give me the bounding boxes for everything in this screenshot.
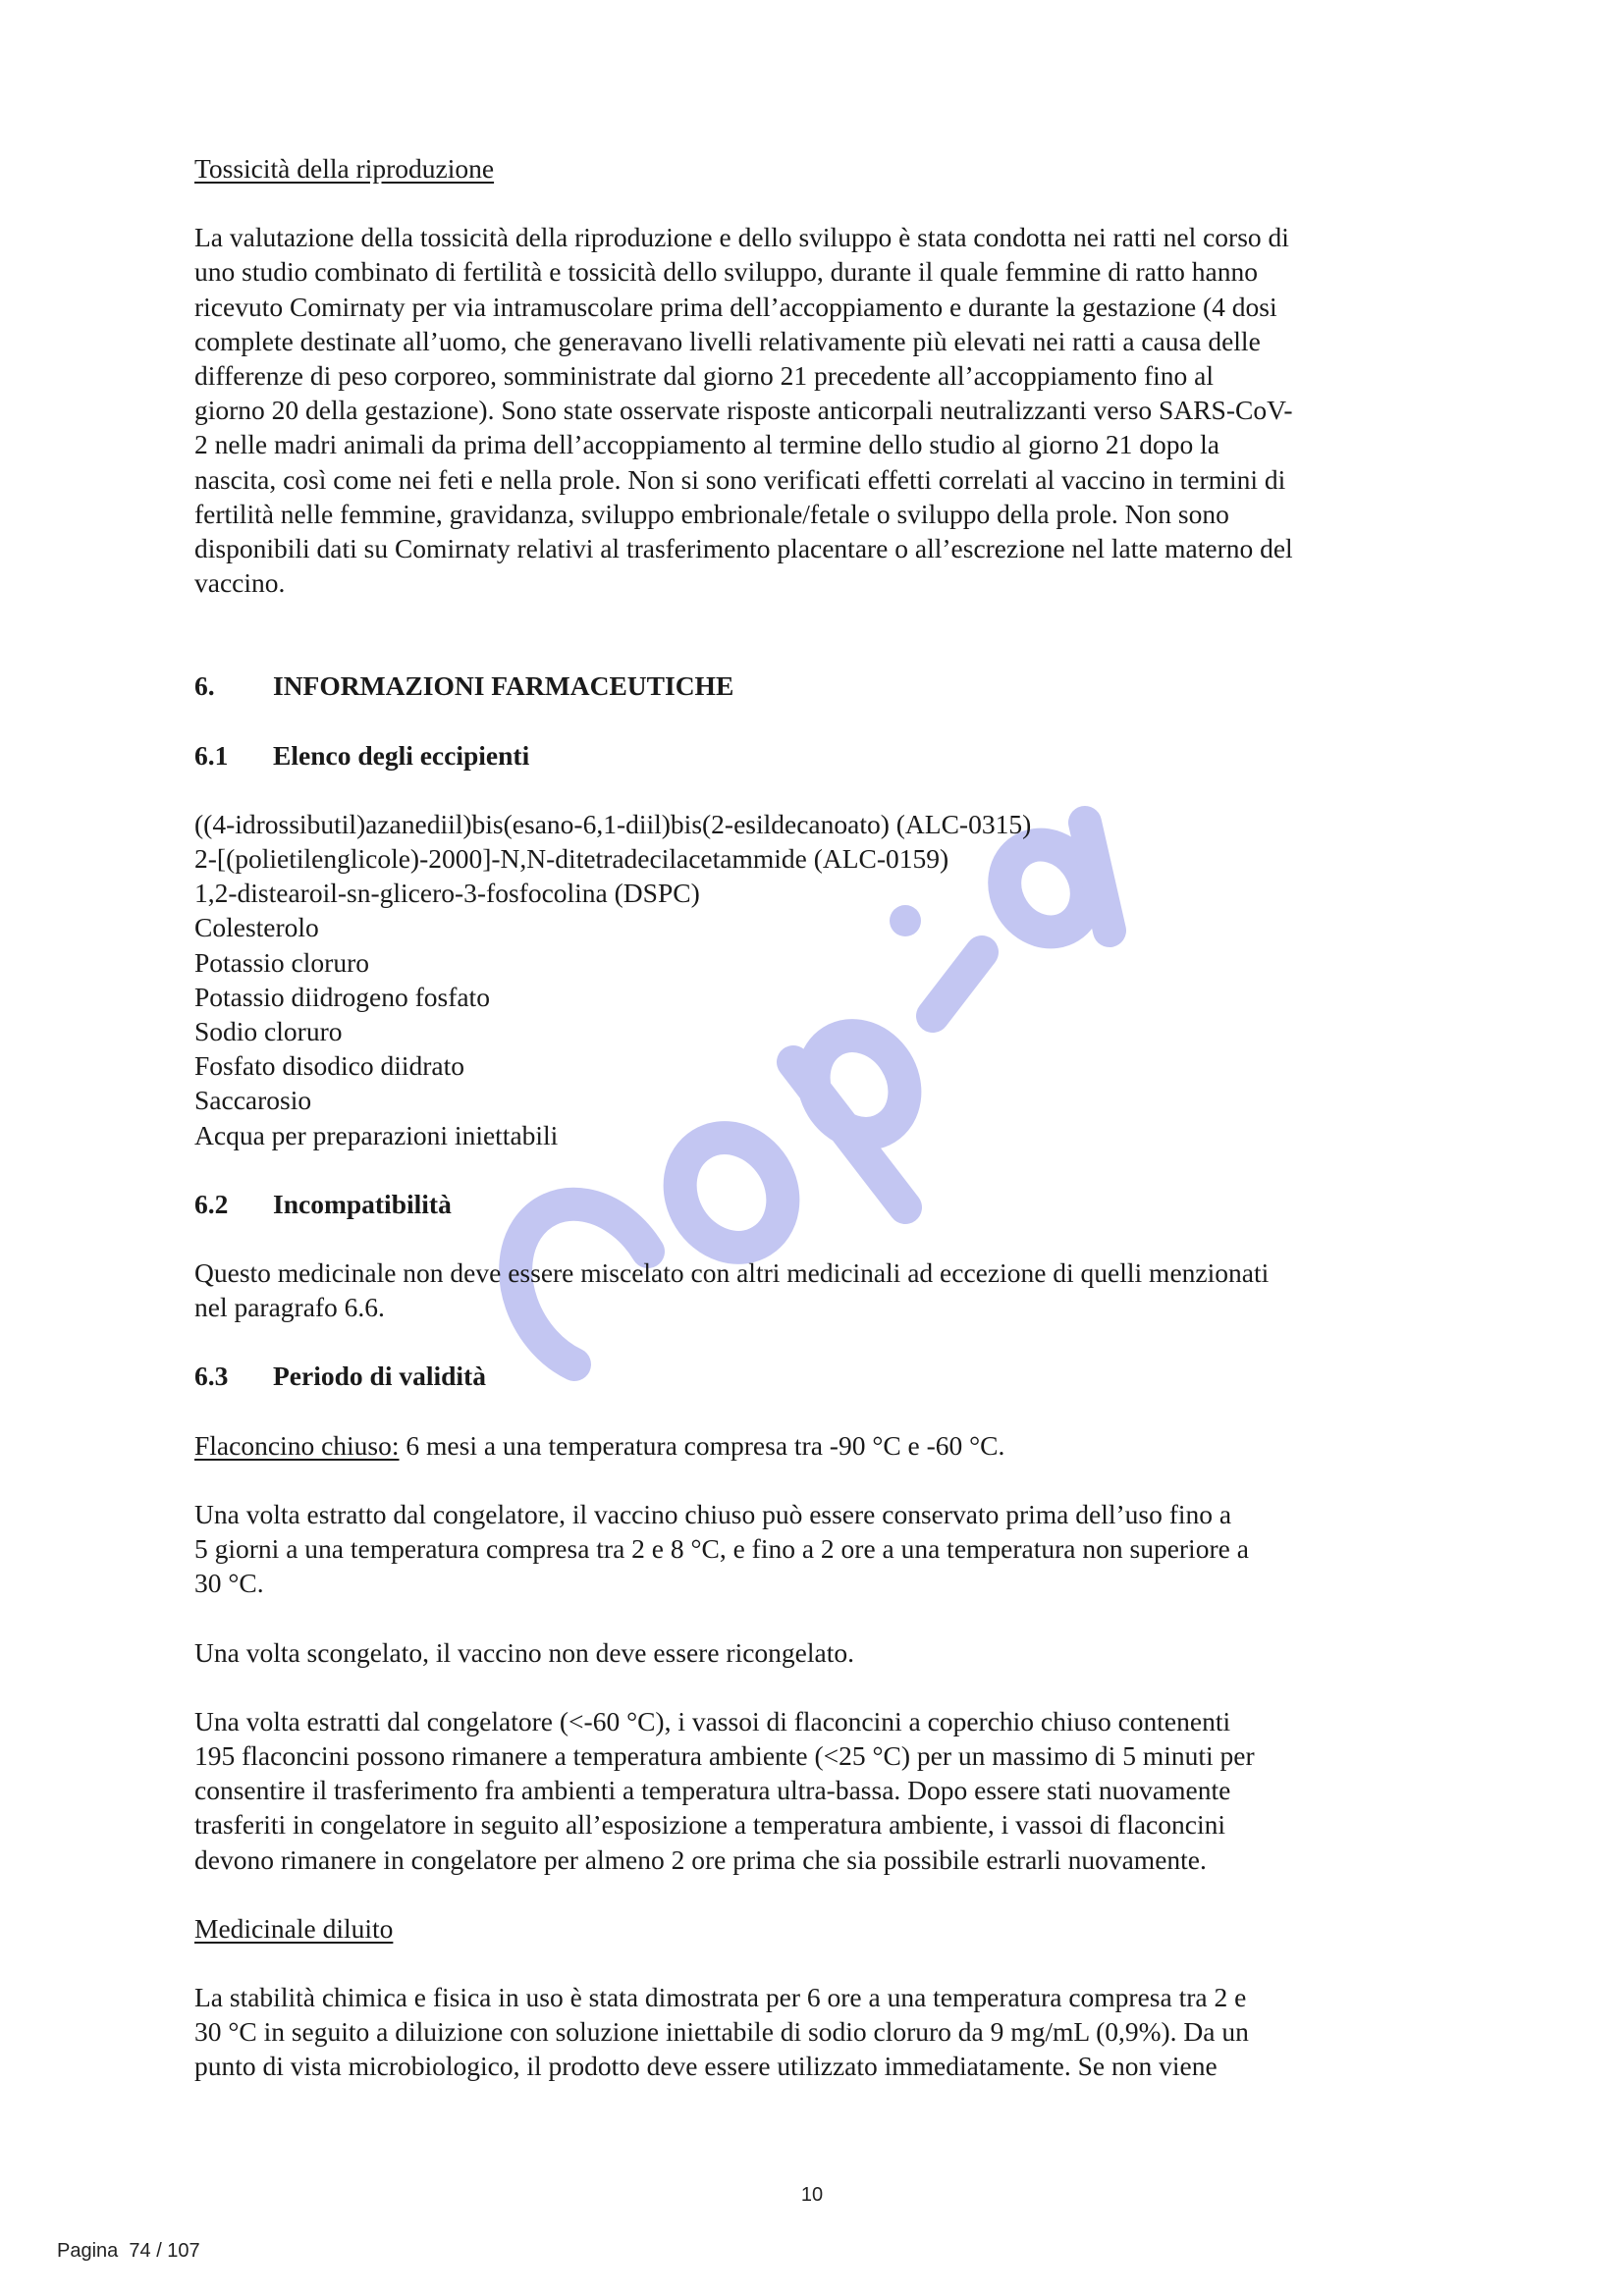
- excipient-item: 1,2-distearoil-sn-glicero-3-fosfocolina (DSPC): [194, 878, 700, 909]
- excipient-item: ((4-idrossibutil)azanediil)bis(esano-6,1-diil)bis(2-esildecanoato) (ALC-0315): [194, 808, 1032, 839]
- text-line: La stabilità chimica e fisica in uso è stata dimostrata per 6 ore a una temperatura compresa tra 2 e: [194, 1981, 1247, 2012]
- section-heading-6-2: [194, 1187, 1434, 1221]
- section-title: INFORMAZIONI FARMACEUTICHE: [273, 670, 734, 702]
- excipient-item: Fosfato disodico diidrato: [194, 1050, 464, 1082]
- text-line: nascita, così come nei feti e nella prole. Non si sono verificati effetti correlati al vaccino in termini di: [194, 463, 1286, 495]
- storage-paragraph-3: [194, 1704, 1434, 1877]
- text-line: consentire il trasferimento fra ambienti a temperatura ultra-bassa. Dopo essere stati nuovamente: [194, 1775, 1231, 1806]
- text-line: 30 °C.: [194, 1568, 264, 1599]
- section-number: 6.3: [194, 1361, 229, 1392]
- vial-closed-line: [194, 1428, 1434, 1463]
- page-body: [194, 151, 1434, 2084]
- text-line: 2 nelle madri animali da prima dell’accoppiamento al termine dello studio al giorno 21 dopo la: [194, 429, 1219, 460]
- footer-page-counter: Pagina 74 / 107: [57, 2240, 200, 2262]
- storage-paragraph-1: [194, 1497, 1434, 1601]
- excipient-item: Potassio cloruro: [194, 946, 369, 978]
- section-heading-6-3: [194, 1359, 1434, 1393]
- text-line: 5 giorni a una temperatura compresa tra 2 e 8 °C, e fino a 2 ore a una temperatura non superiore a: [194, 1533, 1249, 1565]
- section-title: Incompatibilità: [273, 1188, 452, 1219]
- text-line: giorno 20 della gestazione). Sono state osservate risposte anticorpali neutralizzanti verso SARS-CoV-: [194, 395, 1293, 426]
- text-line: trasferiti in congelatore in seguito all’esposizione a temperatura ambiente, i vassoi di flaconcini: [194, 1809, 1225, 1841]
- excipient-item: 2-[(polietilenglicole)-2000]-N,N-ditetradecilacetammide (ALC-0159): [194, 843, 949, 875]
- section-number: 6.1: [194, 739, 229, 771]
- section-title: Periodo di validità: [273, 1361, 486, 1392]
- text-line: Una volta estratti dal congelatore (<-60 °C), i vassoi di flaconcini a coperchio chiuso contenenti: [194, 1705, 1231, 1736]
- text-line: 195 flaconcini possono rimanere a temperatura ambiente (<25 °C) per un massimo di 5 minuti per: [194, 1739, 1255, 1771]
- text-line: devono rimanere in congelatore per almeno 2 ore prima che sia possibile estrarli nuovamente.: [194, 1843, 1207, 1875]
- section-heading-6: [194, 668, 1434, 703]
- text-line: Una volta estratto dal congelatore, il vaccino chiuso può essere conservato prima dell’uso fino a: [194, 1498, 1232, 1529]
- section-number: 6.: [194, 670, 215, 702]
- text-line: vaccino.: [194, 567, 286, 599]
- text-line: Questo medicinale non deve essere miscelato con altri medicinali ad eccezione di quelli menzionati: [194, 1257, 1270, 1289]
- section-heading-tossicita: Tossicità della riproduzione: [194, 153, 495, 184]
- text-line: disponibili dati su Comirnaty relativi al trasferimento placentare o all’escrezione nel latte materno del: [194, 533, 1293, 564]
- text-line: La valutazione della tossicità della riproduzione e dello sviluppo è stata condotta nei ratti nel corso di: [194, 222, 1289, 253]
- excipients-list: [194, 807, 1434, 1152]
- diluted-medicine-heading: Medicinale diluito: [194, 1912, 394, 1944]
- text-line: Una volta scongelato, il vaccino non deve essere ricongelato.: [194, 1636, 854, 1668]
- text-line: punto di vista microbiologico, il prodotto deve essere utilizzato immediatamente. Se non viene: [194, 2051, 1218, 2082]
- incompatibility-paragraph: [194, 1255, 1434, 1324]
- text-line: nel paragrafo 6.6.: [194, 1292, 385, 1323]
- vial-closed-text: 6 mesi a una temperatura compresa tra -90 °C e -60 °C.: [399, 1429, 1005, 1461]
- text-line: differenze di peso corporeo, somministrate dal giorno 21 precedente all’accoppiamento fino al: [194, 360, 1214, 392]
- excipient-item: Acqua per preparazioni iniettabili: [194, 1119, 559, 1150]
- diluted-medicine-paragraph: [194, 1980, 1434, 2084]
- excipient-item: Saccarosio: [194, 1085, 312, 1116]
- excipient-item: Sodio cloruro: [194, 1016, 343, 1047]
- storage-paragraph-2: [194, 1635, 1434, 1670]
- section-title: Elenco degli eccipienti: [273, 739, 530, 771]
- excipient-item: Colesterolo: [194, 912, 319, 943]
- text-line: complete destinate all’uomo, che generavano livelli relativamente più elevati nei ratti a causa delle: [194, 325, 1261, 356]
- page-number: 10: [800, 2184, 824, 2206]
- text-line: 30 °C in seguito a diluizione con soluzione iniettabile di sodio cloruro da 9 mg/mL (0,9%). Da un: [194, 2016, 1249, 2048]
- tossicita-paragraph: [194, 220, 1434, 600]
- text-line: ricevuto Comirnaty per via intramuscolare prima dell’accoppiamento e durante la gestazione (4 dosi: [194, 291, 1277, 322]
- excipient-item: Potassio diidrogeno fosfato: [194, 981, 490, 1012]
- section-number: 6.2: [194, 1188, 229, 1219]
- section-heading-6-1: [194, 738, 1434, 773]
- text-line: fertilità nelle femmine, gravidanza, sviluppo embrionale/fetale o sviluppo della prole. Non sono: [194, 498, 1229, 529]
- text-line: uno studio combinato di fertilità e tossicità dello sviluppo, durante il quale femmine di ratto hanno: [194, 256, 1258, 288]
- vial-closed-label: Flaconcino chiuso:: [194, 1429, 400, 1461]
